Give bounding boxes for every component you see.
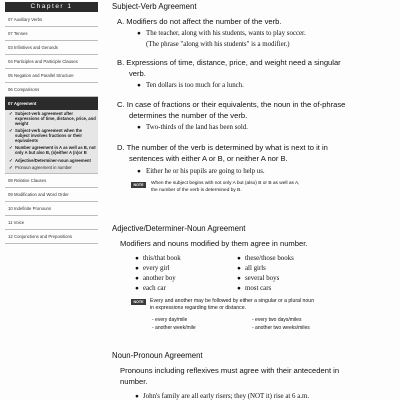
rule-d-line1: D. The number of the verb is determined by what is next to it in xyxy=(117,143,328,152)
note-d-line2: the number of the verb is determined by B. xyxy=(151,188,242,193)
bullet-icon: ● xyxy=(237,255,241,262)
main-content xyxy=(107,0,397,400)
rule-c-line2: determines the number of the verb. xyxy=(129,111,248,120)
grid-item: each car xyxy=(143,285,166,292)
example-a2: (The phrase "along with his students" is a modifier.) xyxy=(146,41,290,48)
intro-noun-pronoun-line1: Pronouns including reflexives must agree with their antecedent in xyxy=(120,366,340,375)
toc-item-conjunctions[interactable]: 12 Conjunctions and Prepositions xyxy=(5,230,98,244)
toc-item-auxiliary-verbs[interactable]: 07 Auxiliary Verbs xyxy=(5,13,98,27)
subtopic-item[interactable]: ✓ Adjective/Determiner-noun agreement xyxy=(9,157,91,163)
bullet-icon: ● xyxy=(137,168,141,175)
note-every-another-line1: Every and another may be followed by either a singular or a plural noun xyxy=(150,298,315,304)
example-noun-pronoun: John's family are all early risers; they (NOT it) rise at 6 a.m. xyxy=(143,393,310,400)
toc-item-relative-clauses[interactable]: 08 Relative Clauses xyxy=(5,174,98,188)
rule-c-line1: C. In case of fractions or their equivalents, the noun in the of-phrase xyxy=(117,100,346,109)
example-time-item: - another week/mile xyxy=(152,325,196,331)
note-every-another-line2: in expressions regarding time or distance. xyxy=(150,305,247,311)
subtopic-item[interactable]: ✓ Number agreement in A as well as B, not only A but also B, (n)either A (n)or B xyxy=(9,145,96,156)
subtopic-item[interactable]: ✓ Pronoun agreement in number xyxy=(9,165,72,171)
grid-item: another boy xyxy=(143,275,176,282)
bullet-icon: ● xyxy=(135,393,139,400)
grid-item: this/that book xyxy=(143,255,181,262)
rule-b-line2: verb. xyxy=(129,69,146,78)
section-title-noun-pronoun: Noun-Pronoun Agreement xyxy=(112,351,203,360)
bullet-icon: ● xyxy=(135,265,139,272)
agreement-subtopics xyxy=(5,110,98,174)
grid-item: all girls xyxy=(245,265,266,272)
check-icon: ✓ xyxy=(9,165,13,171)
bullet-icon: ● xyxy=(137,124,141,131)
example-d: Either he or his pupils are going to help us. xyxy=(146,168,265,175)
section-title-adjective-noun: Adjective/Determiner-Noun Agreement xyxy=(112,224,246,233)
toc-item-voice[interactable]: 11 Voice xyxy=(5,216,98,230)
toc-list xyxy=(5,13,98,244)
example-time-item: - another two weeks/miles xyxy=(252,325,310,331)
grid-item: every girl xyxy=(143,265,170,272)
toc-item-modification[interactable]: 09 Modification and Word Order xyxy=(5,188,98,202)
toc-item-tenses[interactable]: 07 Tenses xyxy=(5,27,98,41)
check-icon: ✓ xyxy=(9,111,13,116)
example-c: Two-thirds of the land has been sold. xyxy=(146,124,248,131)
toc-item-negation[interactable]: 05 Negation and Parallel Structure xyxy=(5,69,98,83)
grid-item: several boys xyxy=(245,275,280,282)
bullet-icon: ● xyxy=(135,275,139,282)
chapter-header: Chapter 1 xyxy=(5,2,98,12)
rule-b-line1: B. Expressions of time, distance, price, and weight need a singular xyxy=(117,58,341,67)
bullet-icon: ● xyxy=(137,82,141,89)
note-badge: NOTE xyxy=(131,182,146,188)
subtopic-item[interactable]: ✓ Subject-verb agreement when the subject involves fractions or their equivalents xyxy=(9,128,83,144)
check-icon: ✓ xyxy=(9,145,13,151)
bullet-icon: ● xyxy=(237,285,241,292)
example-a1: The teacher, along with his students, wants to play soccer. xyxy=(146,30,306,37)
check-icon: ✓ xyxy=(9,157,13,163)
intro-adjective-noun: Modifiers and nouns modified by them agree in number. xyxy=(120,239,308,248)
rule-a: A. Modifiers do not affect the number of the verb. xyxy=(117,17,282,26)
note-d-line1: When the subject begins with not only A but (also) B or B as well as A, xyxy=(151,181,300,186)
rule-d-line2: sentences with either A or B, or neither A nor B. xyxy=(129,154,288,163)
section-title-subject-verb: Subject-Verb Agreement xyxy=(112,2,197,11)
example-b: Ten dollars is too much for a lunch. xyxy=(146,82,244,89)
subtopic-item[interactable]: ✓ Subject-verb agreement after expressions of time, distance, price, and weight xyxy=(9,111,96,126)
toc-item-infinitives[interactable]: 03 Infinitives and Gerunds xyxy=(5,41,98,55)
toc-item-agreement[interactable]: 07 Agreement xyxy=(5,97,98,110)
example-time-item: - every two days/miles xyxy=(252,317,302,323)
bullet-icon: ● xyxy=(135,255,139,262)
bullet-icon: ● xyxy=(237,265,241,272)
bullet-icon: ● xyxy=(237,275,241,282)
toc-item-participles[interactable]: 04 Participles and Participle Clauses xyxy=(5,55,98,69)
intro-noun-pronoun-line2: number. xyxy=(120,377,148,386)
toc-item-indefinite-pronouns[interactable]: 10 Indefinite Pronouns xyxy=(5,202,98,216)
grid-item: most cars xyxy=(245,285,272,292)
note-badge: NOTE xyxy=(131,299,146,305)
toc-item-comparisons[interactable]: 06 Comparisons xyxy=(5,83,98,97)
check-icon: ✓ xyxy=(9,128,13,134)
bullet-icon: ● xyxy=(135,285,139,292)
grid-item: these/those books xyxy=(245,255,294,262)
example-time-item: - every day/mile xyxy=(152,317,188,323)
bullet-icon: ● xyxy=(137,30,141,37)
sidebar-toc xyxy=(5,0,100,400)
